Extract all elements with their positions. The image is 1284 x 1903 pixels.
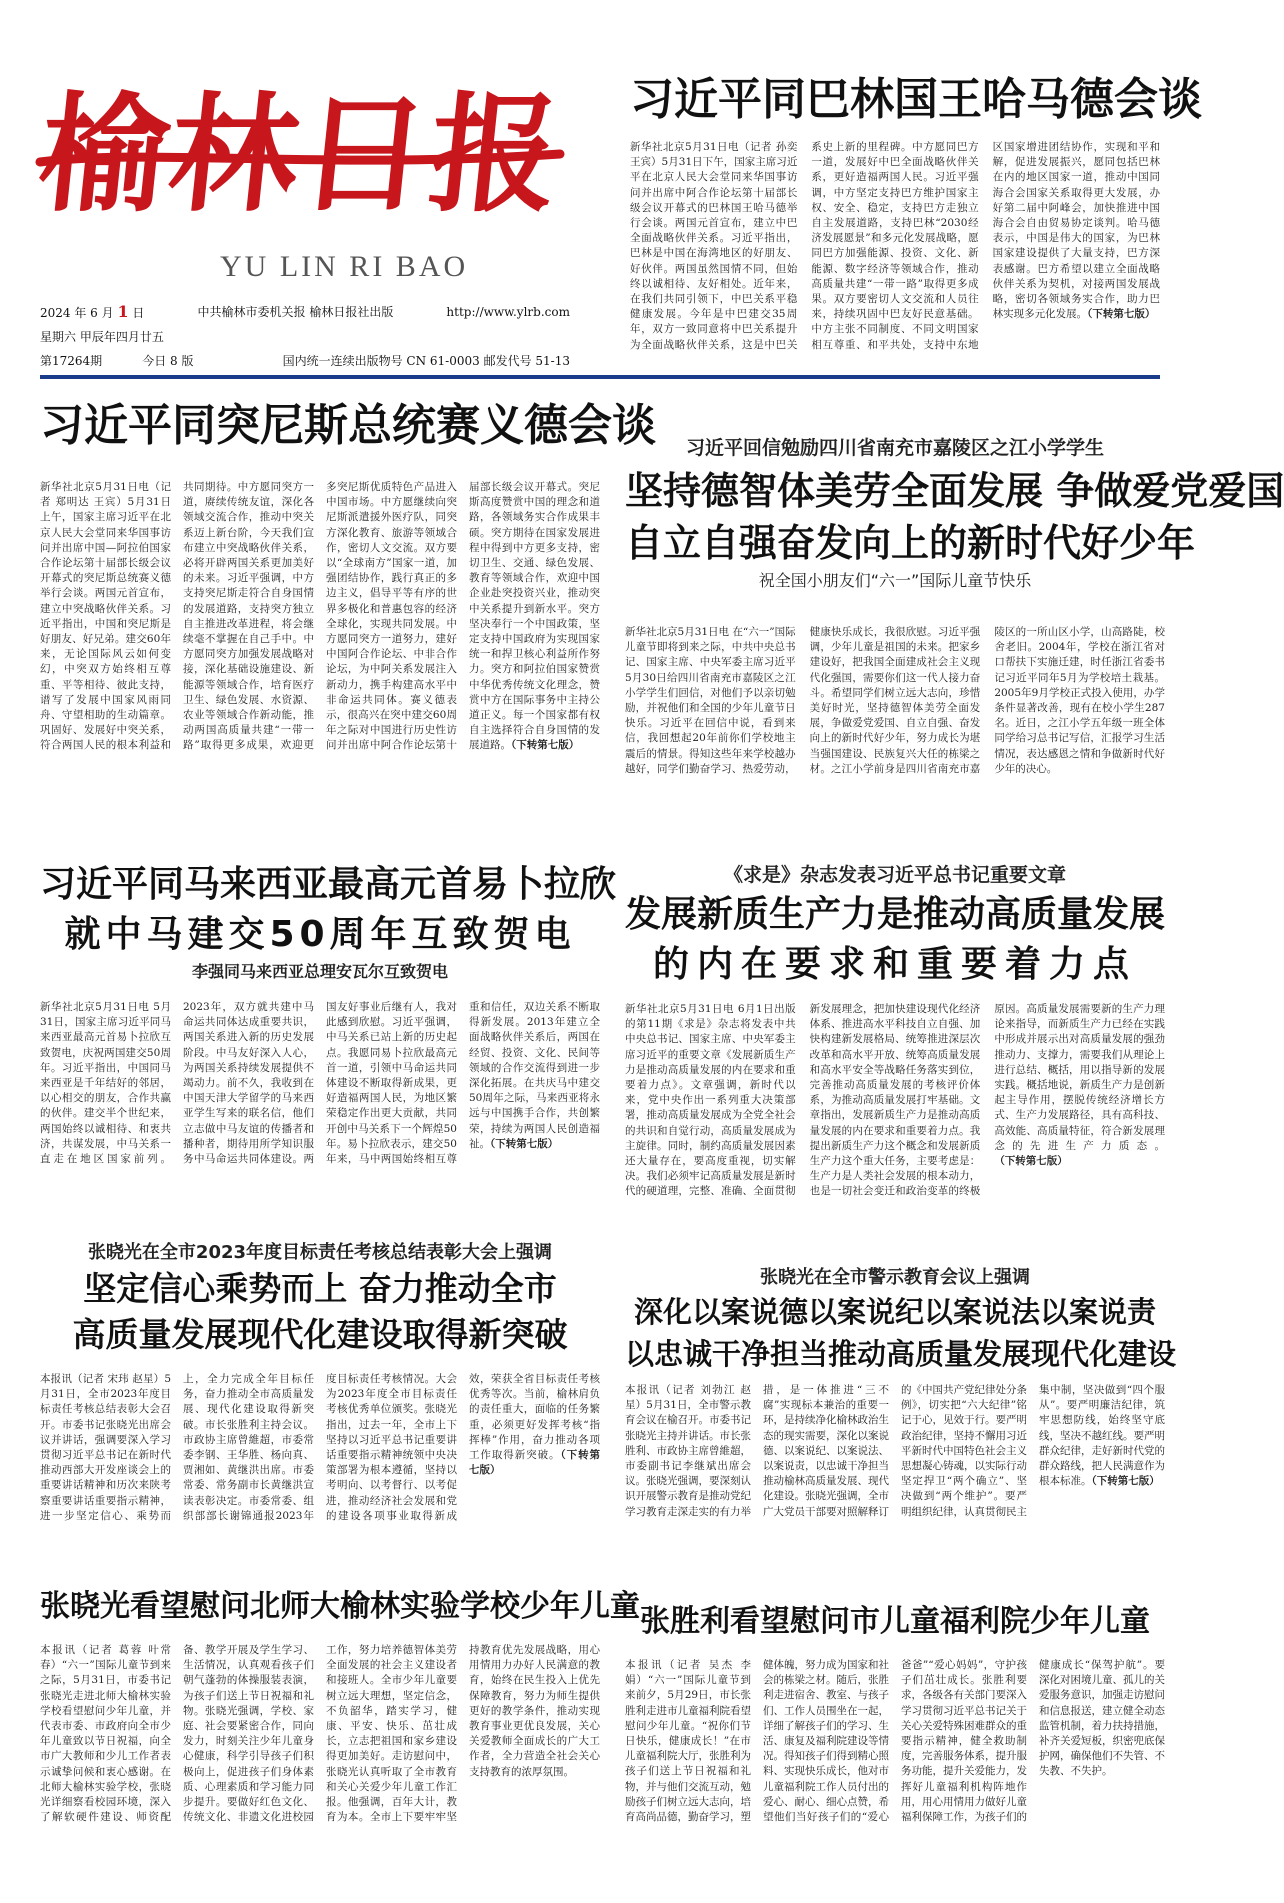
article-bnu-body: 本报讯（记者 葛蓉 叶常春）“六一”国际儿童节到来之际，5月31日，市委书记张晓光走进北师大榆林实验学校看望慰问少年儿童，并代表市委、市政府向全市少年儿童致以节日祝福，向全市广大教师和少儿工作者表示诚挚问候和衷心感谢。在北师大榆林实验学校，张晓光详细察看校园环境，深入了解软硬件建设、师资配备、教学开展及学生学习、生活情况，认真观看孩子们朝气蓬勃的体操服装表演，为孩子们送上节日祝福和礼物。张晓光强调，学校、家庭、社会要紧密合作，同向发力，时刻关注少年儿童身心健康，科学引导孩子们积极向上，促进孩子们身体素质、心理素质和学习能力同步提升。要做好红色文化、传统文化、非遗文化进校园工作，努力培养德智体美劳全面发展的社会主义建设者和接班人。全市少年儿童要树立远大理想，坚定信念，不负韶华，踏实学习，健康、平安、快乐、茁壮成长，立志把祖国和家乡建设得更加美好。走访慰问中，张晓光认真听取了全市教育和关心关爱少年儿童工作汇报。他强调，百年大计，教育为本。全市上下要牢牢坚持教育优先发展战略，用心用情用力办好人民满意的教育，始终在民生投入上优先保障教育，努力为师生提供更好的教学条件，推动实现教育事业更优良发展，关心关爱教师全面成长的广大工作者，全力营造全社会关心支持教育的浓厚氛围。 bbox=[40, 1644, 600, 1824]
article-tunisia-body: 新华社北京5月31日电（记者 郑明达 王宾）5月31日上午，国家主席习近平在北京人民大会堂同来华国事访问并出席中国—阿拉伯国家合作论坛第十届部长级会议开幕式的突尼斯总统赛义德举行会谈。两国元首宣布，建立中突战略伙伴关系。习近平指出，中国和突尼斯是好朋友、好兄弟。建交60年来，无论国际风云如何变幻，中突双方始终相互尊重、平等相待、彼此支持，谱写了发展中国家风雨同舟、守望相助的生动篇章。巩固好、发展好中突关系，符合两国人民的根本利益和共同期待。中方愿同突方一道，赓续传统友谊，深化各领域交流合作，推动中突关系迈上新台阶，今天我们宣布建立中突战略伙伴关系，必将开辟两国关系更加美好的未来。习近平强调，中方支持突尼斯走符合自身国情的发展道路，支持突方独立自主推进改革进程，将会继续毫不掌握在自己手中。中方愿同突方加强发展战略对接，深化基础设施建设、新能源等领域合作，培育医疗卫生、绿色发展、水资源、农业等领域合作新动能，推动两国高质量共建“一带一路”取得更多成果，欢迎更多突尼斯优质特色产品进入中国市场。中方愿继续向突尼斯派遣援外医疗队，同突方深化教育、旅游等领域合作，密切人文交流。双方要以“全球南方”国家一道，加强团结协作，践行真正的多边主义，倡导平等有序的世界多极化和普惠包容的经济全球化，实现共同发展。中方愿同突方一道努力，建好中国阿合作论坛、中非合作论坛，为中阿关系发展注入新动力，携手构建高水平中非命运共同体。赛义德表示，很高兴在突中建交60周年之际对中国进行历史性访问并出席中阿合作论坛第十届部长级会议开幕式。突尼斯高度赞赏中国的理念和道路，各领域务实合作成果丰硕。突方期待在国家发展进程中得到中方更多支持，密切卫生、交通、绿色发展、教育等领域合作，欢迎中国企业赴突投资兴业，推动突中关系提升到新水平。突方坚决奉行一个中国政策，坚定支持中国政府为实现国家统一和捍卫核心利益所作努力。突方和阿拉伯国家赞赏中华优秀传统文化理念，赞赏中方在国际事务中主持公道正义。每一个国家都有权自主选择符合自身国情的发展道路。（下转第七版） bbox=[40, 481, 600, 752]
article-zhijiang-body: 新华社北京5月31日电 在“六一”国际儿童节即将到来之际，中共中央总书记、国家主席、中央军委主席习近平5月30日给四川省南充市嘉陵区之江小学学生们回信，对他们予以亲切勉励，并祝他们和全国的少年儿童节日快乐。习近平在回信中说，看到来信，我回想起20年前你们学校地主震后的情景。得知这些年来学校越办越好，同学们勤奋学习、热爱劳动，健康快乐成长，我很欣慰。习近平强调，少年儿童是祖国的未来。把家乡建设好，把我国全面建成社会主义现代化强国，需要你们这一代人接力奋斗。希望同学们树立远大志向，珍惜美好时光，坚持德智体美劳全面发展，争做爱党爱国、自立自强、奋发向上的新时代好少年，努力成长为堪当强国建设、民族复兴大任的栋梁之材。之江小学前身是四川省南充市嘉陵区的一所山区小学，山高路陡，校舍老旧。2004年，学校在浙江省对口帮扶下实施迁建，时任浙江省委书记习近平同年5月为学校培土栽基。2005年9月学校正式投入使用，办学条件显著改善，现有在校小学生287名。近日，之江小学五年级一班全体同学给习总书记写信，汇报学习生活情况，表达感恩之情和争做新时代好少年的决心。 bbox=[625, 626, 1165, 775]
issue-number: 第17264期 bbox=[40, 354, 103, 368]
article-warning-education bbox=[625, 1265, 1177, 1585]
article-tunisia bbox=[40, 395, 656, 835]
article-warning-headline-1: 深化以案说德以案说纪以案说法以案说责 bbox=[633, 1295, 1156, 1329]
issue-date-day: 1 bbox=[117, 302, 129, 321]
article-zhijiang-headline-1: 坚持德智体美劳全面发展 争做爱党爱国 bbox=[625, 469, 1284, 513]
article-malaysia-headline-2: 就中马建交50周年互致贺电 bbox=[64, 914, 576, 955]
article-malaysia-body: 新华社北京5月31日电 5月31日，国家主席习近平同马来西亚最高元首易卜拉欣互致贺电，庆祝两国建交50周年。习近平指出，中国同马来西亚是千年结好的邻居，以心相交的朋友，合作共赢的伙伴。建交半个世纪来，两国始终以诚相待、和衷共济，共谋发展，中马关系一直走在地区国家前列。2023年，双方就共建中马命运共同体达成重要共识，两国关系进入新的历史发展阶段。中马友好深入人心，为两国关系持续发展提供不竭动力。前不久，我收到在中国天津大学留学的马来西亚学生写来的联名信，他们立志做中马友谊的传播者和播种者，期待用所学知识服务中马命运共同体建设。两国友好事业后继有人，我对此感到欣慰。习近平强调，中马关系已站上新的历史起点。我愿同易卜拉欣最高元首一道，引领中马命运共同体建设不断取得新成果，更好造福两国人民，为地区繁荣稳定作出更大贡献，共同开创中马关系下一个辉煌50年。易卜拉欣表示，建交50年来，马中两国始终相互尊重和信任，双边关系不断取得新发展。2013年建立全面战略伙伴关系后，两国在经贸、投资、文化、民间等领域的合作交流得到进一步深化拓展。在共庆马中建交50周年之际，马来西亚将永远与中国携手合作，共创繁荣，持续为两国人民创造福祉。（下转第七版） bbox=[40, 1001, 600, 1166]
article-qiushi-body: 新华社北京5月31日电 6月1日出版的第11期《求是》杂志将发表中共中央总书记、国家主席、中央军委主席习近平的重要文章《发展新质生产力是推动高质量发展的内在要求和重要着力点》。文章强调，新时代以来，党中央作出一系列重大决策部署，推动高质量发展成为全党全社会的共识和自觉行动，高质量发展成为主旋律。同时，制约高质量发展因素还大量存在，要高度重视，切实解决。我们必须牢记高质量发展是新时代的硬道理，完整、准确、全面贯彻新发展理念，把加快建设现代化经济体系、推进高水平科技自立自强、加快构建新发展格局、统筹推进深层次改革和高水平开放、统筹高质量发展和高水平安全等战略任务落实到位，完善推动高质量发展的考核评价体系，为推动高质量发展打牢基础。文章指出，发展新质生产力是推动高质量发展的内在要求和重要着力点。我提出新质生产力这个概念和发展新质生产力这个重大任务，主要考虑是：生产力是人类社会发展的根本动力，也是一切社会变迁和政治变革的终极原因。高质量发展需要新的生产力理论来指导，而新质生产力已经在实践中形成并展示出对高质量发展的强劲推动力、支撑力，需要我们从理论上进行总结、概括，用以指导新的发展实践。概括地说，新质生产力是创新起主导作用，摆脱传统经济增长方式、生产力发展路径，具有高科技、高效能、高质量特征，符合新发展理念的先进生产力质态。（下转第七版） bbox=[625, 1003, 1165, 1198]
article-bnu-headline: 张晓光看望慰问北师大榆林实验学校少年儿童 bbox=[40, 1589, 640, 1624]
article-qiushi-kicker: 《求是》杂志发表习近平总书记重要文章 bbox=[723, 864, 1066, 886]
masthead-title: 榆林日报 bbox=[32, 80, 568, 230]
issue-url[interactable]: http://www.ylrb.com bbox=[446, 305, 570, 319]
article-target-kicker: 张晓光在全市2023年度目标责任考核总结表彰大会上强调 bbox=[87, 1242, 553, 1263]
article-bahrain-continued[interactable]: （下转第七版） bbox=[1087, 308, 1156, 321]
article-bahrain-headline: 习近平同巴林国王哈马德会谈 bbox=[630, 74, 1202, 125]
issue-pages: 今日 8 版 bbox=[142, 354, 194, 368]
article-tunisia-continued[interactable]: （下转第七版） bbox=[511, 739, 580, 752]
article-target-headline-2: 高质量发展现代化建设取得新突破 bbox=[72, 1315, 568, 1354]
issue-cn: 国内统一连续出版物号 CN 61-0003 邮发代号 51-13 bbox=[282, 354, 570, 368]
article-zhijiang-letter bbox=[625, 435, 1284, 845]
article-target-continued[interactable]: （下转第七版） bbox=[469, 1449, 601, 1477]
article-qiushi bbox=[625, 862, 1165, 1252]
issue-weekday: 星期六 甲辰年四月廿五 bbox=[40, 330, 164, 344]
article-target-assessment bbox=[40, 1240, 600, 1585]
article-tunisia-headline: 习近平同突尼斯总统赛义德会谈 bbox=[40, 400, 656, 451]
article-malaysia bbox=[40, 860, 617, 1250]
masthead-pinyin: YU LIN RI BAO bbox=[220, 250, 469, 283]
article-qiushi-continued[interactable]: （下转第七版） bbox=[994, 1155, 1068, 1168]
article-malaysia-subhead: 李强同马来西亚总理安瓦尔互致贺电 bbox=[191, 962, 448, 981]
article-malaysia-headline-1: 习近平同马来西亚最高元首易卜拉欣 bbox=[40, 864, 617, 905]
article-bnu-school bbox=[40, 1585, 640, 1895]
article-malaysia-continued[interactable]: （下转第七版） bbox=[490, 1137, 559, 1150]
article-warning-continued[interactable]: （下转第七版） bbox=[1091, 1475, 1160, 1488]
article-target-body: 本报讯（记者 宋玮 赵星）5月31日，全市2023年度目标责任考核总结表彰大会召开。市委书记张晓光出席会议并讲话，强调要深入学习贯彻习近平总书记在新时代推动西部大开发座谈会上的重要讲话精神和历次来陕考察重要讲话重要指示精神，进一步坚定信心、乘势而上，全力完成全年目标任务，奋力推动全市高质量发展、现代化建设取得新突破。市长张胜利主持会议。市政协主席曾維超，市委常委李钢、王华胜、杨向真、贾湘如、黄继洪出席。市委常委、常务副市长黄继洪宣读表彰决定。市委常委、组织部部长谢锦通报2023年度目标责任考核情况。大会为2023年度全市目标责任考核优秀单位颁奖。张晓光指出，过去一年，全市上下坚持以习近平总书记重要讲话重要指示精神统领中央决策部署为根本遵循，坚持以考明向、以考督行、以考促进，推动经济社会发展和党的建设各项事业取得新成效，荣获全省目标责任考核优秀等次。当前，榆林肩负的责任重大，面临的任务繁重，必须更好发挥考核“指挥棒”作用，奋力推动各项工作取得新突破。（下转第七版） bbox=[40, 1373, 601, 1522]
article-zhijiang-kicker: 习近平回信勉励四川省南充市嘉陵区之江小学学生 bbox=[685, 437, 1104, 459]
article-warning-headline-2: 以忠诚干净担当推动高质量发展现代化建设 bbox=[625, 1337, 1177, 1371]
article-welfare-institute bbox=[625, 1600, 1165, 1895]
article-welfare-headline: 张胜利看望慰问市儿童福利院少年儿童 bbox=[640, 1604, 1150, 1639]
masthead bbox=[32, 80, 570, 285]
article-welfare-body: 本报讯（记者 吴杰 李娟）“六一”国际儿童节到来前夕，5月29日，市长张胜利走进市儿童福利院看望慰问少年儿童。“祝你们节日快乐，健康成长！”在市儿童福利院大厅，张胜利为孩子们送上节日祝福和礼物，并与他们交流互动，勉励孩子们树立远大志向，培育高尚品德，勤奋学习，塑健体魄，努力成为国家和社会的栋梁之材。随后，张胜利走进宿舍、教室、与孩子们、工作人员围坐在一起，详细了解孩子们的学习、生活、康复及福利院建设等情况。得知孩子们得到精心照料、实现快乐成长，他对市儿童福利院工作人员付出的爱心、耐心、细心点赞，希望他们当好孩子们的“爱心爸爸”“爱心妈妈”，守护孩子们茁壮成长。张胜利要求，各级各有关部门要深入学习贯彻习近平总书记关于关心关爱特殊困难群众的重要指示精神，健全救助制度，完善服务体系，提升服务功能，提升关爱能力，发挥好儿童福利机构阵地作用，用心用情用力做好儿童福利保障工作，为孩子们的健康成长“保驾护航”。要深化对困境儿童、孤儿的关爱服务意识，加强走访慰问和信息报送，建立健全动态监管机制，着力扶持措施，补齐关爱短板，织密兜底保护网，确保他们不失管、不失教、不失护。 bbox=[625, 1659, 1165, 1824]
article-zhijiang-subhead: 祝全国小朋友们“六一”国际儿童节快乐 bbox=[758, 571, 1032, 590]
article-target-headline-1: 坚定信心乘势而上 奋力推动全市 bbox=[83, 1269, 557, 1308]
article-bahrain bbox=[630, 70, 1202, 420]
article-warning-body: 本报讯（记者 刘勃江 赵星）5月31日，全市警示教育会议在榆召开。市委书记张晓光主持并讲话。市长张胜利、市政协主席曾維超，市委副书记李继斌出席会议。张晓光强调，要深刻认识开展警示教育是推动党纪学习教育走深走实的有力举措，是一体推进“三不腐”实现标本兼治的重要一环，是持续净化榆林政治生态的现实需要，深化以案说德、以案说纪、以案说法、以案说责，以忠诚干净担当推动榆林高质量发展、现代化建设。张晓光强调，全市广大党员干部要对照解释订的《中国共产党纪律处分条例》，切实把“六大纪律”铭记于心，见效于行。要严明政治纪律，坚持不懈用习近平新时代中国特色社会主义思想凝心铸魂，以实际行动坚定捍卫“两个确立”、坚决做到“两个维护”。要严明组织纪律，认真贯彻民主集中制，坚决做到“四个服从”。要严明廉洁纪律，筑牢思想防线，始终坚守底线，坚决不越红线。要严明群众纪律，走好新时代党的群众路线，把人民满意作为根本标准。（下转第七版） bbox=[625, 1384, 1165, 1518]
issue-date: 2024 年 6 月 1 日 bbox=[40, 302, 145, 321]
article-qiushi-headline-2: 的内在要求和重要着力点 bbox=[652, 944, 1137, 985]
article-qiushi-headline-1: 发展新质生产力是推动高质量发展 bbox=[625, 894, 1166, 935]
article-zhijiang-headline-2: 自立自强奋发向上的新时代好少年 bbox=[625, 521, 1196, 565]
article-warning-kicker: 张晓光在全市警示教育会议上强调 bbox=[760, 1267, 1030, 1288]
issue-info bbox=[40, 300, 570, 373]
article-bahrain-body: 新华社北京5月31日电（记者 孙奕 王宾）5月31日下午，国家主席习近平在北京人民大会堂同来华国事访问并出席中阿合作论坛第十届部长级会议开幕式的巴林国王哈马德举行会谈。两国元首宣布，建立中巴全面战略伙伴关系。习近平指出，巴林是中国在海湾地区的好朋友、好伙伴。两国虽然国情不同，但始终以诚相待、友好相处。近年来，在我们共同引领下，中巴关系平稳健康发展。今年是中巴建交35周年，双方一致同意将中巴关系提升为全面战略伙伴关系，这是中巴关系史上新的里程碑。中方愿同巴方一道，发展好中巴全面战略伙伴关系，更好造福两国人民。习近平强调，中方坚定支持巴方维护国家主权、安全、稳定，支持巴方走独立自主发展道路，支持巴林“2030经济发展愿景”和多元化发展战略，愿同巴方加强能源、投资、文化、新能源、数字经济等领域合作，推动高质量共建“一带一路”取得更多成果。双方要密切人文交流和人员往来，持续巩固中巴友好民意基础。中方主张不同制度、不同文明国家相互尊重、和平共处，支持中东地区国家增进团结协作，实现和平和解，促进发展振兴，愿同包括巴林在内的地区国家一道，推动中国同海合会国家关系取得更大发展，办好第二届中阿峰会，加快推进中国海合会自由贸易协定谈判。哈马德表示，中国是伟大的国家，为巴林国家建设提供了大量支持，巴方深表感谢。巴方希望以建立全面战略伙伴关系为契机，对接两国发展战略，密切各领域务实合作，助力巴林实现多元化发展。（下转第七版） bbox=[630, 141, 1160, 351]
issue-publisher: 中共榆林市委机关报 榆林日报社出版 bbox=[197, 305, 394, 319]
